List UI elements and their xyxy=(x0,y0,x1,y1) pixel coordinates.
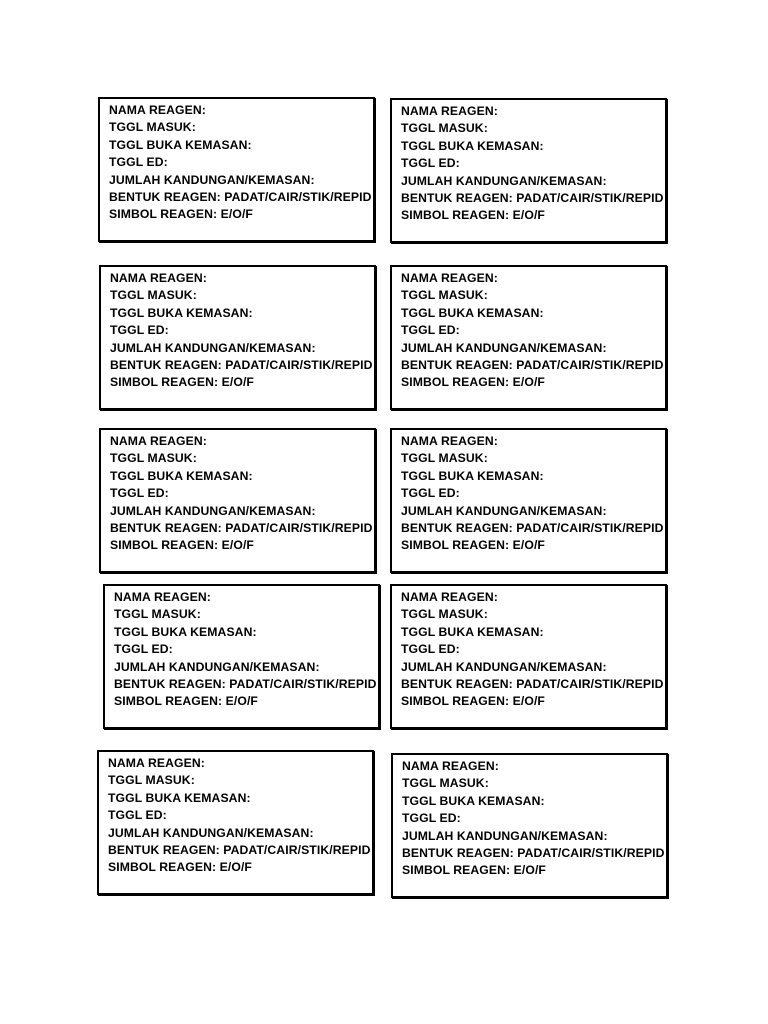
field-tggl-masuk: TGGL MASUK: xyxy=(401,607,488,622)
field-simbol-reagen: SIMBOL REAGEN: E/O/F xyxy=(109,207,253,222)
field-nama-reagen: NAMA REAGEN: xyxy=(402,759,499,773)
reagent-label-card xyxy=(103,584,380,729)
field-bentuk-reagen: BENTUK REAGEN: PADAT/CAIR/STIK/REPID xyxy=(109,190,372,205)
field-tggl-masuk: TGGL MASUK: xyxy=(114,607,201,622)
field-bentuk-reagen: BENTUK REAGEN: PADAT/CAIR/STIK/REPID xyxy=(401,677,664,692)
field-tggl-ed: TGGL ED: xyxy=(110,486,169,501)
field-simbol-reagen: SIMBOL REAGEN: E/O/F xyxy=(401,694,545,709)
field-simbol-reagen: SIMBOL REAGEN: E/O/F xyxy=(401,375,545,390)
field-tggl-masuk: TGGL MASUK: xyxy=(110,451,197,466)
field-bentuk-reagen: BENTUK REAGEN: PADAT/CAIR/STIK/REPID xyxy=(114,677,377,692)
field-jumlah-kandungan: JUMLAH KANDUNGAN/KEMASAN: xyxy=(401,659,607,674)
field-tggl-buka-kemasan: TGGL BUKA KEMASAN: xyxy=(401,624,544,639)
field-tggl-buka-kemasan: TGGL BUKA KEMASAN: xyxy=(401,138,544,153)
field-nama-reagen: NAMA REAGEN: xyxy=(110,434,207,448)
field-tggl-ed: TGGL ED: xyxy=(108,808,167,823)
field-nama-reagen: NAMA REAGEN: xyxy=(401,271,498,285)
field-tggl-buka-kemasan: TGGL BUKA KEMASAN: xyxy=(110,305,253,320)
field-tggl-masuk: TGGL MASUK: xyxy=(110,288,197,303)
field-tggl-buka-kemasan: TGGL BUKA KEMASAN: xyxy=(110,468,253,483)
field-bentuk-reagen: BENTUK REAGEN: PADAT/CAIR/STIK/REPID xyxy=(401,521,664,536)
field-bentuk-reagen: BENTUK REAGEN: PADAT/CAIR/STIK/REPID xyxy=(401,191,664,206)
reagent-label-card xyxy=(391,753,668,898)
field-tggl-ed: TGGL ED: xyxy=(401,156,460,171)
reagent-label-card xyxy=(390,584,667,729)
field-tggl-masuk: TGGL MASUK: xyxy=(402,776,489,791)
reagent-label-card xyxy=(390,428,667,573)
field-nama-reagen: NAMA REAGEN: xyxy=(401,590,498,604)
reagent-label-card xyxy=(98,97,375,242)
field-nama-reagen: NAMA REAGEN: xyxy=(110,271,207,285)
field-tggl-buka-kemasan: TGGL BUKA KEMASAN: xyxy=(402,793,545,808)
reagent-label-card xyxy=(390,98,667,243)
field-tggl-buka-kemasan: TGGL BUKA KEMASAN: xyxy=(401,305,544,320)
reagent-label-card xyxy=(99,428,376,573)
field-bentuk-reagen: BENTUK REAGEN: PADAT/CAIR/STIK/REPID xyxy=(108,843,371,858)
field-tggl-masuk: TGGL MASUK: xyxy=(401,288,488,303)
reagent-label-card xyxy=(390,265,667,410)
field-tggl-buka-kemasan: TGGL BUKA KEMASAN: xyxy=(114,624,257,639)
field-simbol-reagen: SIMBOL REAGEN: E/O/F xyxy=(401,208,545,223)
field-tggl-masuk: TGGL MASUK: xyxy=(109,120,196,135)
reagent-label-card xyxy=(99,265,376,410)
field-jumlah-kandungan: JUMLAH KANDUNGAN/KEMASAN: xyxy=(109,172,315,187)
field-bentuk-reagen: BENTUK REAGEN: PADAT/CAIR/STIK/REPID xyxy=(110,521,373,536)
field-simbol-reagen: SIMBOL REAGEN: E/O/F xyxy=(110,375,254,390)
field-jumlah-kandungan: JUMLAH KANDUNGAN/KEMASAN: xyxy=(108,825,314,840)
field-jumlah-kandungan: JUMLAH KANDUNGAN/KEMASAN: xyxy=(114,659,320,674)
field-tggl-ed: TGGL ED: xyxy=(114,642,173,657)
field-bentuk-reagen: BENTUK REAGEN: PADAT/CAIR/STIK/REPID xyxy=(402,846,665,861)
field-simbol-reagen: SIMBOL REAGEN: E/O/F xyxy=(110,538,254,553)
field-tggl-ed: TGGL ED: xyxy=(402,811,461,826)
field-tggl-buka-kemasan: TGGL BUKA KEMASAN: xyxy=(401,468,544,483)
field-tggl-masuk: TGGL MASUK: xyxy=(401,451,488,466)
field-jumlah-kandungan: JUMLAH KANDUNGAN/KEMASAN: xyxy=(401,503,607,518)
field-nama-reagen: NAMA REAGEN: xyxy=(108,756,205,770)
field-tggl-ed: TGGL ED: xyxy=(401,323,460,338)
reagent-label-card xyxy=(97,750,374,895)
field-nama-reagen: NAMA REAGEN: xyxy=(114,590,211,604)
field-nama-reagen: NAMA REAGEN: xyxy=(401,104,498,118)
field-jumlah-kandungan: JUMLAH KANDUNGAN/KEMASAN: xyxy=(110,503,316,518)
field-tggl-ed: TGGL ED: xyxy=(401,486,460,501)
field-tggl-buka-kemasan: TGGL BUKA KEMASAN: xyxy=(109,137,252,152)
field-jumlah-kandungan: JUMLAH KANDUNGAN/KEMASAN: xyxy=(110,340,316,355)
field-simbol-reagen: SIMBOL REAGEN: E/O/F xyxy=(402,863,546,878)
field-simbol-reagen: SIMBOL REAGEN: E/O/F xyxy=(108,860,252,875)
field-bentuk-reagen: BENTUK REAGEN: PADAT/CAIR/STIK/REPID xyxy=(110,358,373,373)
field-jumlah-kandungan: JUMLAH KANDUNGAN/KEMASAN: xyxy=(402,828,608,843)
field-tggl-masuk: TGGL MASUK: xyxy=(401,121,488,136)
field-simbol-reagen: SIMBOL REAGEN: E/O/F xyxy=(401,538,545,553)
field-tggl-masuk: TGGL MASUK: xyxy=(108,773,195,788)
field-jumlah-kandungan: JUMLAH KANDUNGAN/KEMASAN: xyxy=(401,340,607,355)
field-bentuk-reagen: BENTUK REAGEN: PADAT/CAIR/STIK/REPID xyxy=(401,358,664,373)
field-tggl-ed: TGGL ED: xyxy=(110,323,169,338)
field-tggl-ed: TGGL ED: xyxy=(109,155,168,170)
field-nama-reagen: NAMA REAGEN: xyxy=(109,103,206,117)
field-tggl-buka-kemasan: TGGL BUKA KEMASAN: xyxy=(108,790,251,805)
field-simbol-reagen: SIMBOL REAGEN: E/O/F xyxy=(114,694,258,709)
field-jumlah-kandungan: JUMLAH KANDUNGAN/KEMASAN: xyxy=(401,173,607,188)
field-nama-reagen: NAMA REAGEN: xyxy=(401,434,498,448)
field-tggl-ed: TGGL ED: xyxy=(401,642,460,657)
